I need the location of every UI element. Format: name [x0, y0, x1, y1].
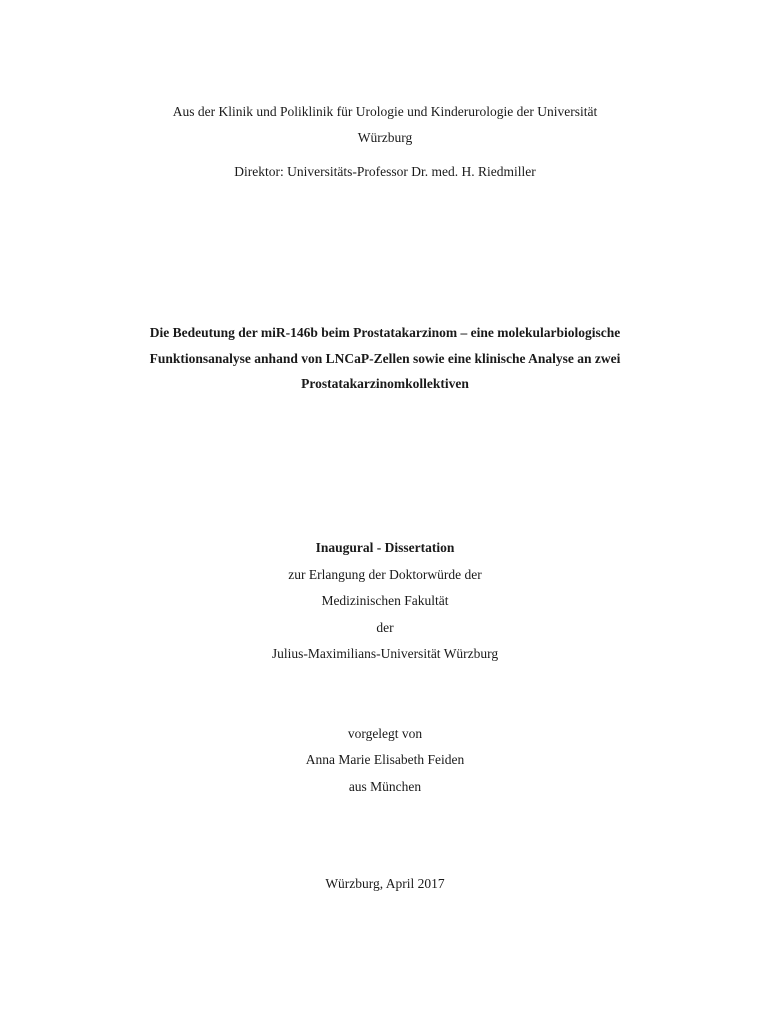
dissertation-heading: Inaugural - Dissertation — [315, 540, 455, 555]
clinic-line-2: Würzburg — [357, 130, 413, 145]
author-origin: aus München — [348, 779, 422, 794]
place-and-date: Würzburg, April 2017 — [325, 876, 445, 891]
thesis-title-line-2: Funktionsanalyse anhand von LNCaP-Zellen sowie eine klinische Analyse an zwei — [149, 351, 621, 366]
thesis-title-line-3: Prostatakarzinomkollektiven — [301, 376, 469, 391]
dissertation-line-3: der — [376, 620, 394, 635]
author-name: Anna Marie Elisabeth Feiden — [305, 752, 465, 767]
clinic-line-1: Aus der Klinik und Poliklinik für Urologie und Kinderurologie der Universität — [172, 104, 598, 119]
dissertation-line-1: zur Erlangung der Doktorwürde der — [288, 567, 482, 582]
dissertation-line-4: Julius-Maximilians-Universität Würzburg — [271, 646, 499, 661]
presented-by-label: vorgelegt von — [347, 726, 423, 741]
director-line: Direktor: Universitäts-Professor Dr. med. H. Riedmiller — [234, 164, 536, 179]
thesis-title-line-1: Die Bedeutung der miR-146b beim Prostatakarzinom – eine molekularbiologische — [149, 325, 621, 340]
dissertation-line-2: Medizinischen Fakultät — [321, 593, 449, 608]
